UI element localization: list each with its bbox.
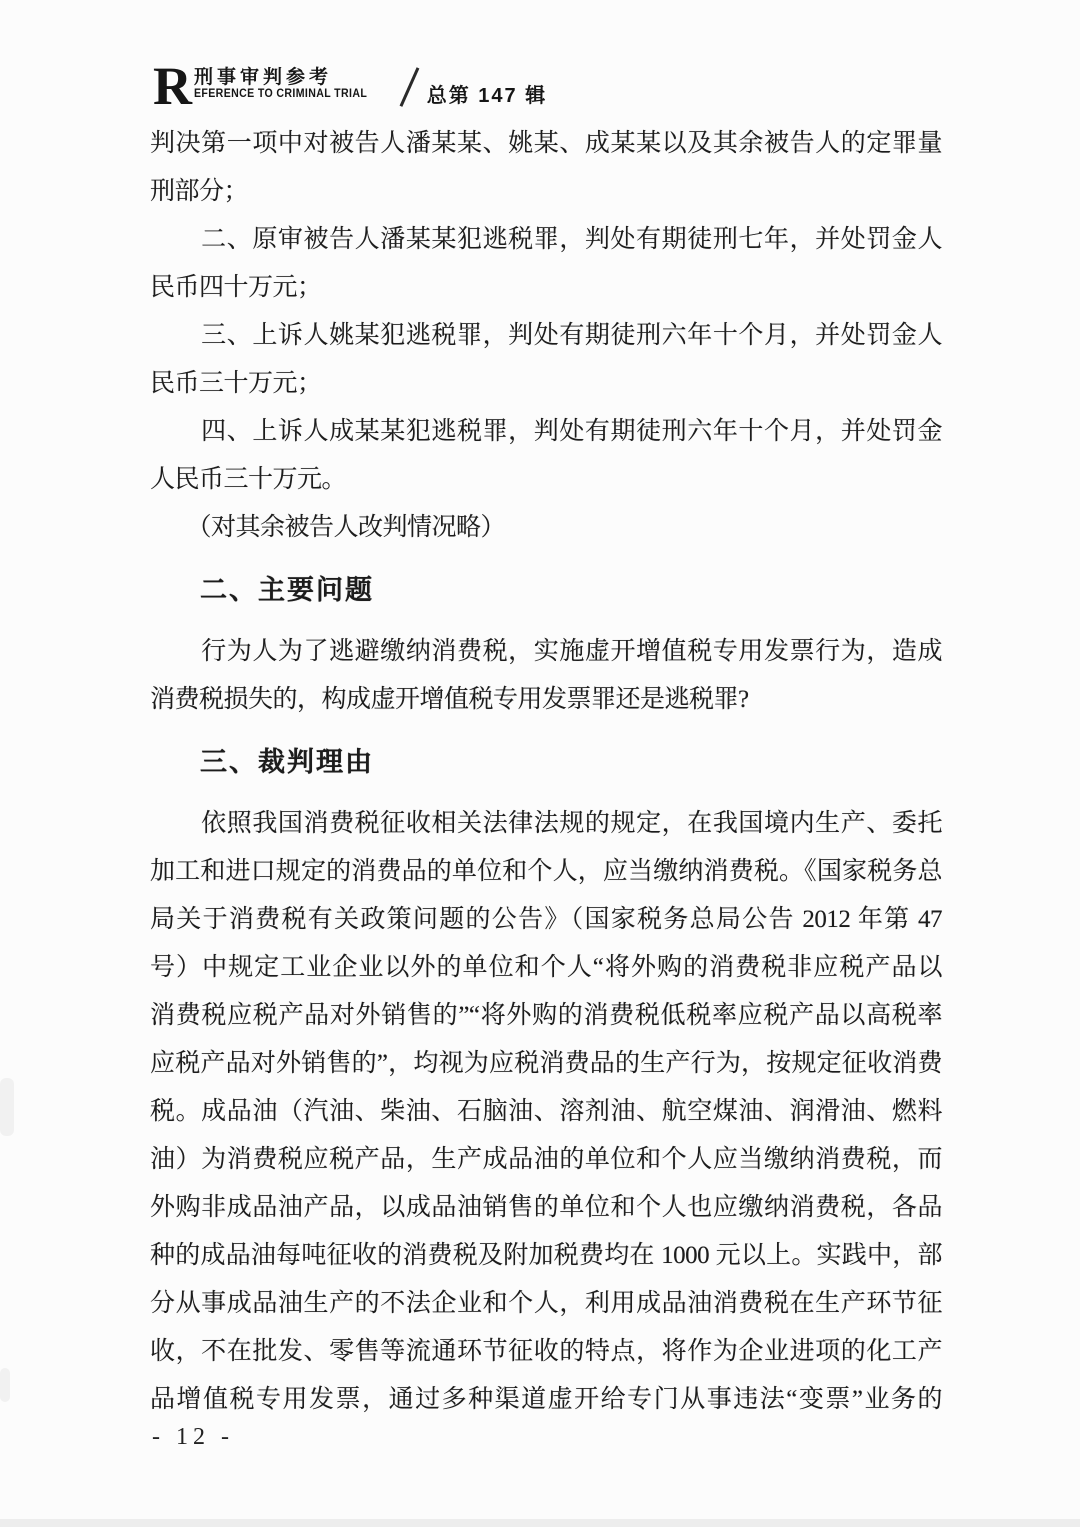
scan-smudge: [0, 1078, 14, 1136]
text-line: 三、上诉人姚某犯逃税罪，判处有期徒刑六年十个月，并处罚金人: [150, 322, 942, 349]
text-line: 行为人为了逃避缴纳消费税，实施虚开增值税专用发票行为，造成: [150, 638, 942, 665]
text-line: 三、裁判理由: [200, 747, 374, 777]
paragraph: [150, 800, 942, 1424]
journal-logo-initial: R: [153, 56, 192, 116]
text-line: 依照我国消费税征收相关法律法规的规定，在我国境内生产、委托: [150, 810, 942, 837]
journal-title-chinese: 刑事审判参考: [194, 67, 333, 88]
slash-divider: [400, 67, 419, 106]
text-line: 应税产品对外销售的”，均视为应税消费品的生产行为，按规定征收消费: [150, 1050, 942, 1077]
text-line: 局关于消费税有关政策问题的公告》（国家税务总局公告 2012 年第 47: [150, 906, 942, 933]
text-line: 消费税应税产品对外销售的”“将外购的消费税低税率应税产品以高税率: [150, 1002, 942, 1029]
text-line: 民币四十万元；: [150, 274, 322, 301]
text-line: 二、主要问题: [200, 575, 374, 605]
section-heading: [200, 738, 942, 786]
section-heading: [200, 566, 942, 614]
text-line: 判决第一项中对被告人潘某某、姚某、成某某以及其余被告人的定罪量: [150, 130, 942, 157]
scan-edge-strip: [0, 1519, 1080, 1527]
text-line: 种的成品油每吨征收的消费税及附加税费均在 1000 元以上。实践中，部: [150, 1242, 942, 1269]
text-line: 品增值税专用发票，通过多种渠道虚开给专门从事违法“变票”业务的: [150, 1386, 942, 1413]
paragraph: [150, 312, 942, 408]
text-line: 刑部分；: [150, 178, 249, 205]
text-line: 外购非成品油产品，以成品油销售的单位和个人也应缴纳消费税，各品: [150, 1194, 942, 1221]
text-line: 加工和进口规定的消费品的单位和个人，应当缴纳消费税。《国家税务总: [150, 858, 942, 885]
text-line: 号）中规定工业企业以外的单位和个人“将外购的消费税非应税产品以: [150, 954, 942, 981]
text-line: 消费税损失的，构成虚开增值税专用发票罪还是逃税罪?: [150, 686, 749, 713]
paragraph: [150, 504, 942, 552]
text-line: 民币三十万元；: [150, 370, 322, 397]
issue-number: 总第 147 辑: [426, 85, 548, 107]
paragraph: [150, 408, 942, 504]
text-line: 二、原审被告人潘某某犯逃税罪，判处有期徒刑七年，并处罚金人: [150, 226, 942, 253]
journal-title-english: EFERENCE TO CRIMINAL TRIAL: [194, 88, 368, 100]
text-line: （对其余被告人改判情况略）: [150, 514, 506, 541]
document-body: [150, 120, 942, 1424]
text-line: 四、上诉人成某某犯逃税罪，判处有期徒刑六年十个月，并处罚金: [150, 418, 942, 445]
text-line: 分从事成品油生产的不法企业和个人，利用成品油消费税在生产环节征: [150, 1290, 942, 1317]
paragraph: [150, 120, 942, 216]
scan-smudge: [0, 1368, 10, 1402]
page-number: - 12 -: [152, 1424, 234, 1450]
page-header: [153, 56, 548, 116]
journal-logo-text: [194, 67, 382, 101]
text-line: 油）为消费税应税产品，生产成品油的单位和个人应当缴纳消费税，而: [150, 1146, 942, 1173]
text-line: 人民币三十万元。: [150, 466, 347, 493]
paragraph: [150, 628, 942, 724]
paragraph: [150, 216, 942, 312]
text-line: 税。成品油（汽油、柴油、石脑油、溶剂油、航空煤油、润滑油、燃料: [150, 1098, 942, 1125]
text-line: 收，不在批发、零售等流通环节征收的特点，将作为企业进项的化工产: [150, 1338, 942, 1365]
